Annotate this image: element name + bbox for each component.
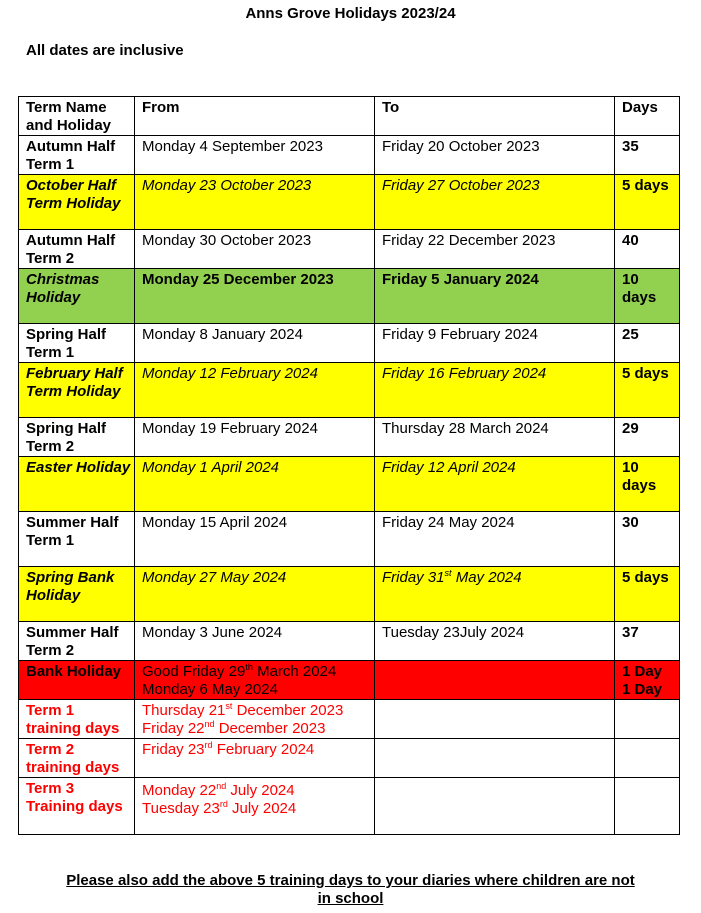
days-count: 10 days [615, 457, 680, 512]
term-name: Spring Half Term 1 [19, 324, 135, 363]
to-date: Friday 5 January 2024 [375, 269, 615, 324]
training-row [19, 778, 680, 835]
term-name: February Half Term Holiday [19, 363, 135, 418]
training-row [19, 739, 680, 778]
to-date: Friday 16 February 2024 [375, 363, 615, 418]
term-name: Autumn Half Term 1 [19, 136, 135, 175]
days-count: 25 [615, 324, 680, 363]
days-count: 5 days [615, 567, 680, 622]
days-count: 40 [615, 230, 680, 269]
days-count: 5 days [615, 175, 680, 230]
term-name: Term 2 training days [19, 739, 135, 778]
table-row [19, 622, 680, 661]
from-date: Monday 3 June 2024 [135, 622, 375, 661]
to-date: Friday 9 February 2024 [375, 324, 615, 363]
from-date: Monday 12 February 2024 [135, 363, 375, 418]
header-days: Days [615, 97, 680, 136]
days-count: 29 [615, 418, 680, 457]
table-row [19, 324, 680, 363]
to-date [375, 739, 615, 778]
to-date: Friday 24 May 2024 [375, 512, 615, 567]
training-dates: Friday 23rd February 2024 [135, 739, 375, 778]
days-count [615, 739, 680, 778]
page-title: Anns Grove Holidays 2023/24 [245, 5, 456, 22]
table-row [19, 457, 680, 512]
to-date: Tuesday 23July 2024 [375, 622, 615, 661]
inclusive-note: All dates are inclusive [26, 42, 184, 59]
to-date [375, 778, 615, 835]
days-count: 30 [615, 512, 680, 567]
term-name: Summer Half Term 1 [19, 512, 135, 567]
table-row [19, 418, 680, 457]
to-date: Friday 31st May 2024 [375, 567, 615, 622]
from-date: Monday 1 April 2024 [135, 457, 375, 512]
term-name: October Half Term Holiday [19, 175, 135, 230]
bank-holiday-row [19, 661, 680, 700]
to-date: Friday 20 October 2023 [375, 136, 615, 175]
table-header-row [19, 97, 680, 136]
days-count: 10 days [615, 269, 680, 324]
training-dates: Thursday 21st December 2023 Friday 22nd December 2023 [135, 700, 375, 739]
table-row [19, 136, 680, 175]
table-row [19, 512, 680, 567]
term-name: Term 1 training days [19, 700, 135, 739]
term-name: Summer Half Term 2 [19, 622, 135, 661]
term-name: Easter Holiday [19, 457, 135, 512]
from-date: Monday 25 December 2023 [135, 269, 375, 324]
header-from: From [135, 97, 375, 136]
to-date: Friday 27 October 2023 [375, 175, 615, 230]
from-date: Monday 27 May 2024 [135, 567, 375, 622]
training-dates: Monday 22nd July 2024 Tuesday 23rd July 2024 [135, 778, 375, 835]
term-name: Bank Holiday [19, 661, 135, 700]
table-row [19, 269, 680, 324]
days-count: 35 [615, 136, 680, 175]
from-date: Monday 23 October 2023 [135, 175, 375, 230]
holiday-table [18, 96, 680, 835]
term-name: Spring Bank Holiday [19, 567, 135, 622]
to-date: Friday 22 December 2023 [375, 230, 615, 269]
to-date: Thursday 28 March 2024 [375, 418, 615, 457]
from-date: Monday 8 January 2024 [135, 324, 375, 363]
table-row [19, 567, 680, 622]
to-date [375, 661, 615, 700]
days-count [615, 700, 680, 739]
term-name: Term 3 Training days [19, 778, 135, 835]
from-date: Monday 15 April 2024 [135, 512, 375, 567]
table-row [19, 230, 680, 269]
from-date: Monday 19 February 2024 [135, 418, 375, 457]
from-date: Good Friday 29th March 2024 Monday 6 May 2024 [135, 661, 375, 700]
training-days-reminder: Please also add the above 5 training days to your diaries where children are not in school [66, 872, 635, 907]
term-name: Autumn Half Term 2 [19, 230, 135, 269]
days-count: 37 [615, 622, 680, 661]
term-name: Spring Half Term 2 [19, 418, 135, 457]
header-term-name: Term Name and Holiday [19, 97, 135, 136]
days-count [615, 778, 680, 835]
table-row [19, 363, 680, 418]
from-date: Monday 4 September 2023 [135, 136, 375, 175]
table-row [19, 175, 680, 230]
days-count: 5 days [615, 363, 680, 418]
to-date: Friday 12 April 2024 [375, 457, 615, 512]
to-date [375, 700, 615, 739]
header-to: To [375, 97, 615, 136]
from-date: Monday 30 October 2023 [135, 230, 375, 269]
days-count: 1 Day 1 Day [615, 661, 680, 700]
term-name: Christmas Holiday [19, 269, 135, 324]
training-row [19, 700, 680, 739]
